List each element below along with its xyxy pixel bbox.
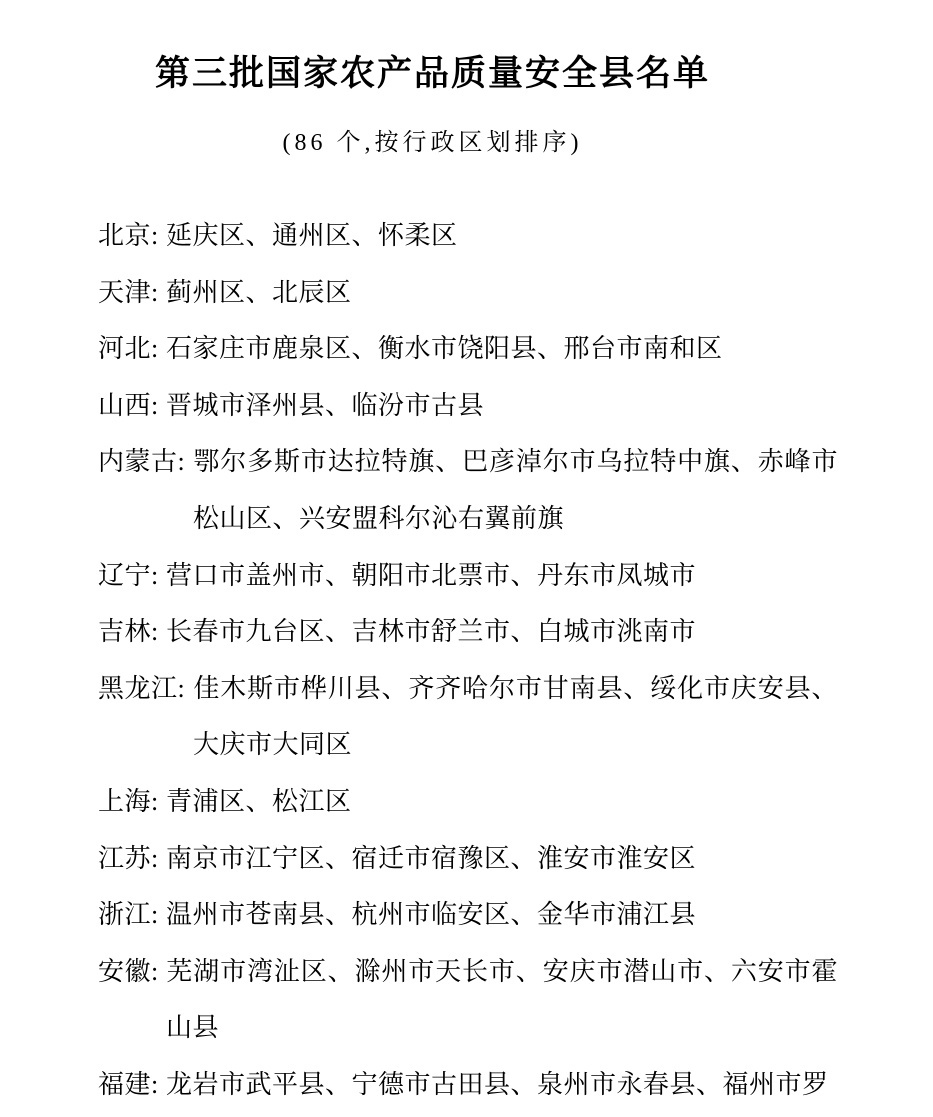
province-label: 北京: xyxy=(98,221,159,250)
list-entry xyxy=(98,887,838,944)
list-entry xyxy=(98,378,838,435)
list-entry xyxy=(98,265,838,322)
province-list xyxy=(98,208,838,1114)
entry-content: 青浦区、松江区 xyxy=(166,786,352,816)
list-entry xyxy=(98,1057,838,1114)
province-label: 河北: xyxy=(98,334,159,364)
list-entry xyxy=(98,208,838,265)
province-label: 内蒙古: xyxy=(98,447,186,477)
entry-content: 石家庄市鹿泉区、衡水市饶阳县、邢台市南和区 xyxy=(166,334,723,364)
province-label: 天津: xyxy=(98,277,159,307)
province-label: 黑龙江: xyxy=(98,673,186,703)
list-entry xyxy=(98,548,838,605)
list-entry xyxy=(98,604,838,661)
document-header xyxy=(0,0,933,160)
province-label: 吉林: xyxy=(98,617,159,647)
list-entry xyxy=(98,944,838,1057)
entry-content: 延庆区、通州区、怀柔区 xyxy=(166,221,458,250)
list-entry xyxy=(98,434,838,547)
entry-content: 长春市九台区、吉林市舒兰市、白城市洮南市 xyxy=(166,617,697,647)
province-label: 上海: xyxy=(98,786,159,816)
entry-content: 鄂尔多斯市达拉特旗、巴彦淖尔市乌拉特中旗、赤峰市松山区、兴安盟科尔沁右翼前旗 xyxy=(193,447,838,533)
list-entry xyxy=(98,831,838,888)
entry-content: 蓟州区、北辰区 xyxy=(166,277,352,307)
entry-content: 芜湖市湾沚区、滁州市天长市、安庆市潜山市、六安市霍山县 xyxy=(166,956,838,1043)
list-entry xyxy=(98,661,838,774)
entry-content: 温州市苍南县、杭州市临安区、金华市浦江县 xyxy=(166,900,697,930)
province-label: 辽宁: xyxy=(98,560,159,590)
entry-content: 龙岩市武平县、宁德市古田县、泉州市永春县、福州市罗 xyxy=(166,1069,829,1099)
entry-content: 晋城市泽州县、临汾市古县 xyxy=(166,390,485,420)
province-label: 安徽: xyxy=(98,956,159,986)
page-title: 第三批国家农产品质量安全县名单 xyxy=(154,54,710,93)
province-label: 江苏: xyxy=(98,843,159,873)
page-subtitle: (86 个,按行政区划排序) xyxy=(282,130,583,156)
list-entry xyxy=(98,321,838,378)
province-label: 福建: xyxy=(98,1069,159,1099)
entry-content: 营口市盖州市、朝阳市北票市、丹东市凤城市 xyxy=(166,560,697,590)
province-label: 山西: xyxy=(98,390,159,420)
entry-content: 南京市江宁区、宿迁市宿豫区、淮安市淮安区 xyxy=(166,843,697,873)
list-entry xyxy=(98,774,838,831)
entry-content: 佳木斯市桦川县、齐齐哈尔市甘南县、绥化市庆安县、大庆市大同区 xyxy=(193,673,838,760)
province-label: 浙江: xyxy=(98,900,159,930)
